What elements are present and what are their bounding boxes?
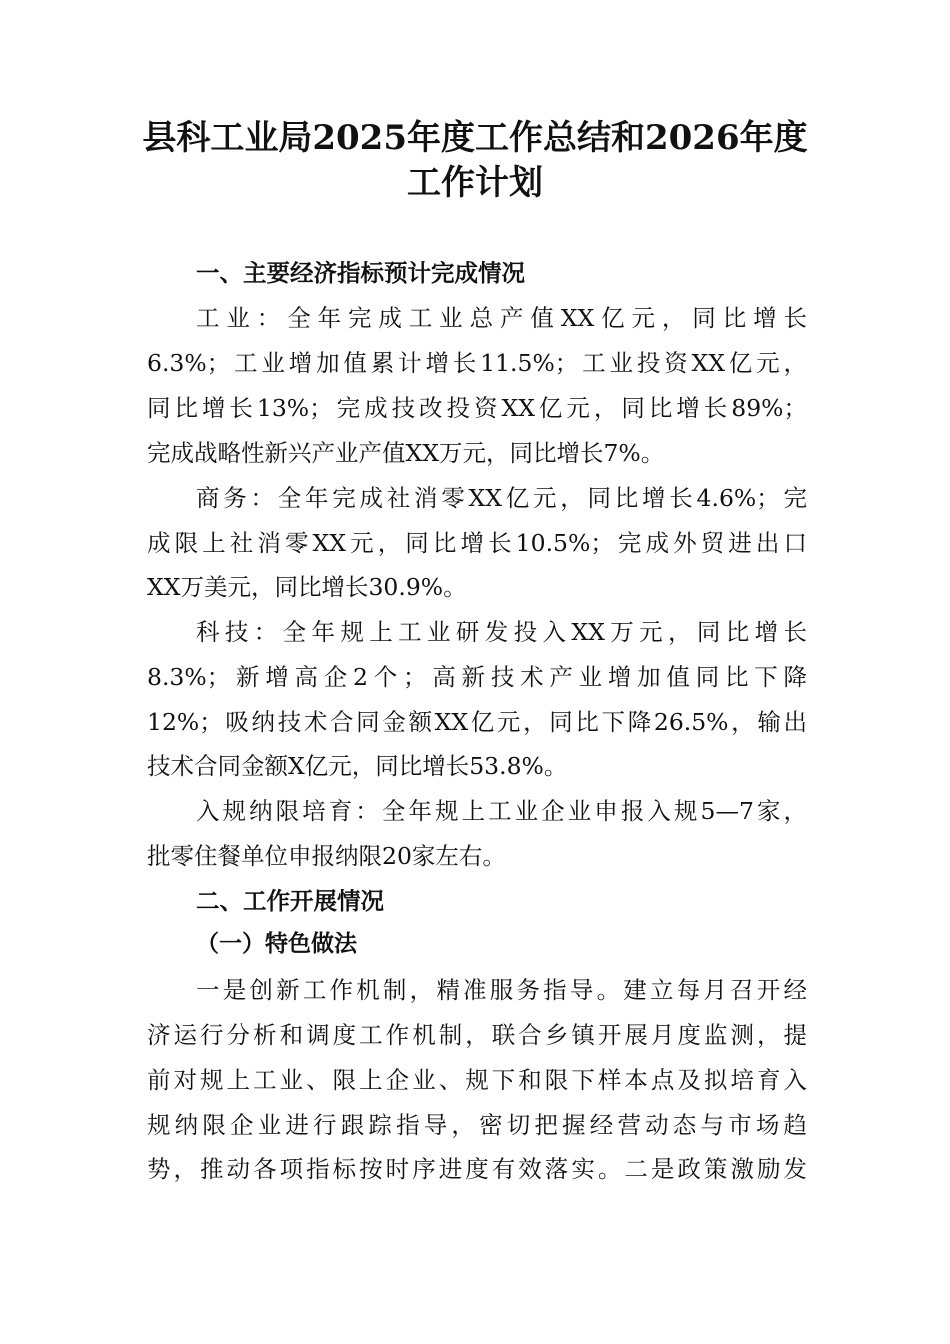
technology-paragraph-line: 8.3%；新增高企2个；高新技术产业增加值同比下降 — [147, 663, 807, 691]
section-2-subheading: （一）特色做法 — [196, 930, 357, 957]
technology-paragraph-line: 12%；吸纳技术合同金额XX亿元，同比下降26.5%，输出 — [147, 708, 807, 736]
industry-paragraph-line: 6.3%；工业增加值累计增长11.5%；工业投资XX亿元， — [147, 349, 807, 377]
practice-paragraph-line: 前对规上工业、限上企业、规下和限下样本点及拟培育入 — [147, 1066, 807, 1094]
cultivation-paragraph-line: 入规纳限培育：全年规上工业企业申报入规5—7家， — [196, 797, 807, 825]
practice-paragraph-line: 济运行分析和调度工作机制，联合乡镇开展月度监测，提 — [147, 1021, 807, 1049]
document-title-line-1: 县科工业局2025年度工作总结和2026年度 — [142, 118, 808, 158]
commerce-paragraph-line: 成限上社消零XX元，同比增长10.5%；完成外贸进出口 — [147, 529, 807, 557]
commerce-paragraph-line: 商务：全年完成社消零XX亿元，同比增长4.6%；完 — [196, 484, 807, 512]
practice-paragraph-line: 规纳限企业进行跟踪指导，密切把握经营动态与市场趋 — [147, 1111, 807, 1139]
section-1-heading: 一、主要经济指标预计完成情况 — [196, 259, 525, 287]
industry-paragraph-line: 工业：全年完成工业总产值XX亿元，同比增长 — [196, 304, 807, 332]
technology-paragraph-line: 科技：全年规上工业研发投入XX万元，同比增长 — [196, 618, 807, 646]
practice-paragraph-line: 势，推动各项指标按时序进度有效落实。二是政策激励发 — [147, 1155, 807, 1183]
practice-paragraph-line: 一是创新工作机制，精准服务指导。建立每月召开经 — [196, 976, 807, 1004]
industry-paragraph-line: 同比增长13%；完成技改投资XX亿元，同比增长89%； — [147, 394, 807, 422]
cultivation-paragraph-line: 批零住餐单位申报纳限20家左右。 — [147, 842, 506, 870]
document-title-line-2: 工作计划 — [407, 163, 543, 203]
section-2-heading: 二、工作开展情况 — [196, 887, 384, 915]
technology-paragraph-line: 技术合同金额X亿元，同比增长53.8%。 — [147, 752, 568, 780]
industry-paragraph-line: 完成战略性新兴产业产值XX万元，同比增长7%。 — [147, 439, 665, 467]
commerce-paragraph-line: XX万美元，同比增长30.9%。 — [147, 573, 467, 601]
